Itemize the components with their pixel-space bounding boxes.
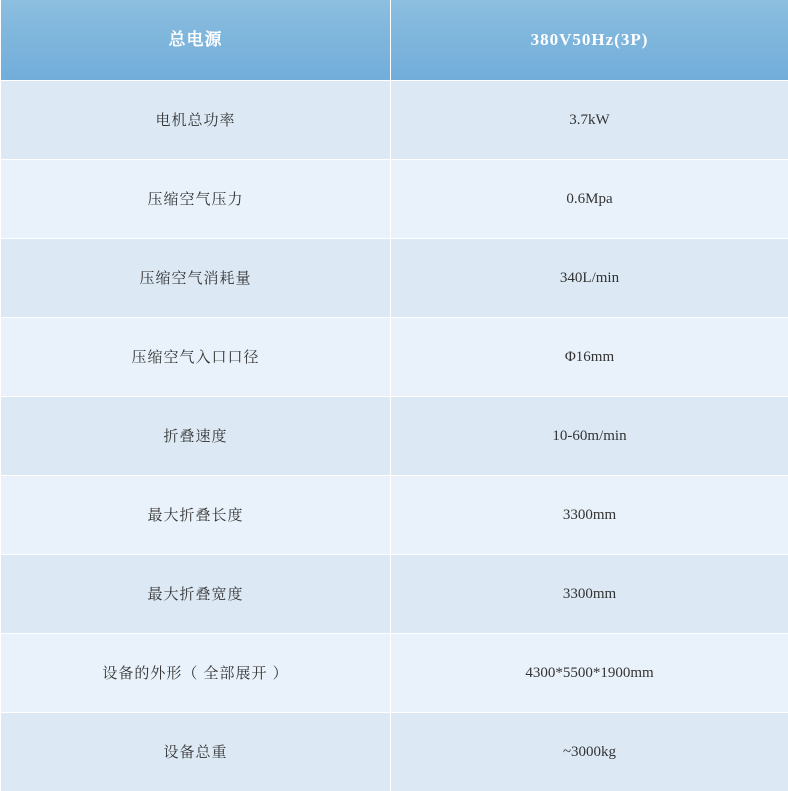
row-value: ~3000kg [391,713,788,791]
row-value: 10-60m/min [391,397,788,476]
table-row [1,160,788,239]
table-row [1,555,788,634]
table-row [1,81,788,160]
table-header [1,0,788,81]
row-value: 3300mm [391,476,788,555]
row-value: 4300*5500*1900mm [391,634,788,713]
row-label: 折叠速度 [1,397,391,476]
table-header-row [1,0,788,81]
row-label: 压缩空气入口口径 [1,318,391,397]
row-value: 3300mm [391,555,788,634]
row-label: 压缩空气压力 [1,160,391,239]
table-row [1,239,788,318]
row-value: 0.6Mpa [391,160,788,239]
row-label: 最大折叠宽度 [1,555,391,634]
table-row [1,713,788,791]
row-value: 3.7kW [391,81,788,160]
row-value: Φ16mm [391,318,788,397]
table-row [1,318,788,397]
header-cell-value: 380V50Hz(3P) [391,0,788,81]
table-body [1,81,788,791]
row-value: 340L/min [391,239,788,318]
table-row [1,397,788,476]
row-label: 压缩空气消耗量 [1,239,391,318]
row-label: 电机总功率 [1,81,391,160]
table-row [1,634,788,713]
row-label: 设备总重 [1,713,391,791]
row-label: 最大折叠长度 [1,476,391,555]
row-label: 设备的外形（ 全部展开 ） [1,634,391,713]
header-cell-label: 总电源 [1,0,391,81]
table-row [1,476,788,555]
